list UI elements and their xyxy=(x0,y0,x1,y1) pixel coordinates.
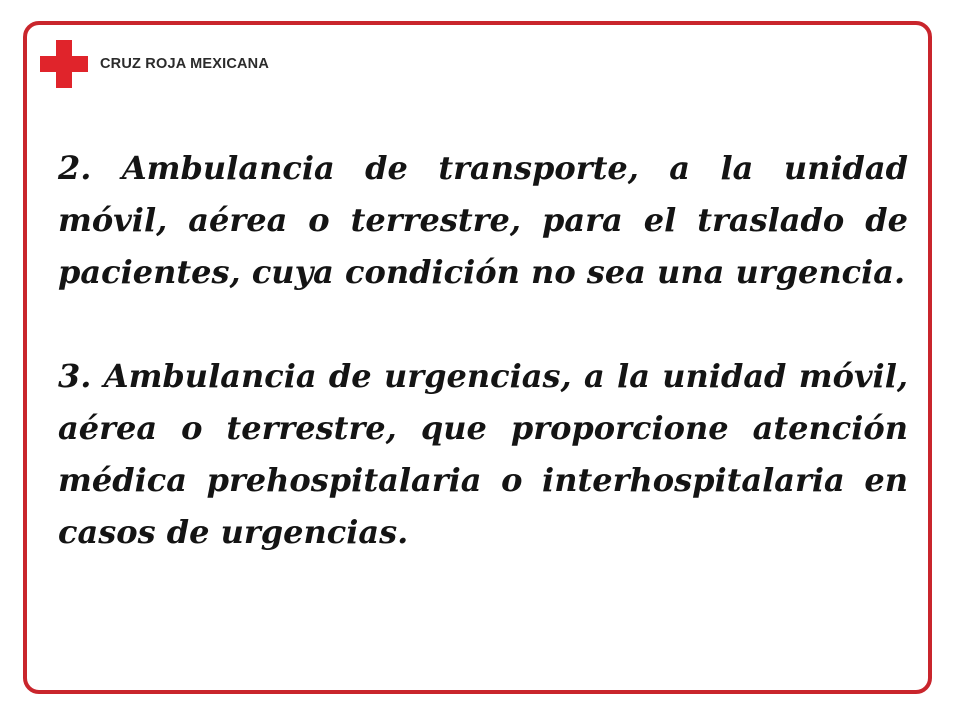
red-cross-icon xyxy=(40,40,88,88)
organization-name: CRUZ ROJA MEXICANA xyxy=(100,56,270,72)
paragraph-transport-ambulance: 2. Ambulancia de transporte, a la unidad móvil, aérea o terrestre, para el traslado de pacientes, cuya condición no sea una urgencia. xyxy=(58,149,908,291)
paragraph-emergency-ambulance: 3. Ambulancia de urgencias, a la unidad móvil, aérea o terrestre, que proporcione atención médica prehospitalaria o interhospitalaria en casos de urgencias. xyxy=(58,357,908,551)
logo xyxy=(40,40,269,88)
cross-horizontal-bar xyxy=(40,56,88,72)
slide-body xyxy=(58,142,908,558)
